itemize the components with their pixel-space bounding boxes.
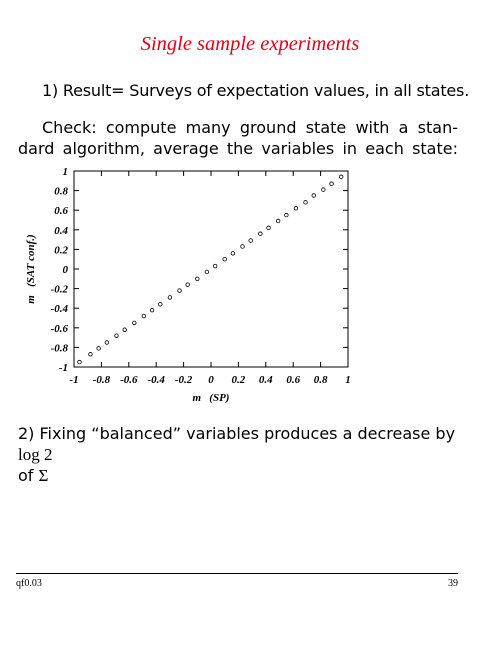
x-tick-label: -0.6	[120, 374, 138, 386]
y-tick-label: -0.6	[50, 322, 68, 335]
data-point	[241, 245, 245, 249]
x-tick-label: -0.8	[92, 374, 111, 386]
ticks-group	[51, 166, 351, 386]
y-axis-label: m (SAT conf.)	[25, 234, 37, 304]
data-point	[186, 283, 190, 287]
point-2-paragraph	[18, 423, 473, 486]
scatter-chart	[22, 163, 362, 413]
point-2-math-log2: log 2	[18, 445, 53, 464]
data-point	[223, 257, 227, 261]
slide-title: Single sample experiments	[140, 33, 360, 55]
footer-rule	[16, 573, 458, 574]
y-tick-label: 0.2	[54, 244, 68, 257]
data-point	[231, 252, 235, 256]
data-point	[285, 213, 289, 217]
data-point	[123, 328, 127, 332]
y-tick-label: 0.4	[54, 224, 68, 237]
data-point	[168, 296, 172, 300]
data-point	[339, 175, 343, 179]
y-tick-label: 1	[62, 166, 68, 178]
data-point	[142, 314, 146, 318]
data-point	[213, 264, 217, 268]
data-point	[105, 341, 109, 345]
data-point	[267, 226, 271, 230]
x-tick-label: 0.2	[231, 374, 246, 386]
data-point	[312, 194, 316, 198]
data-point	[294, 206, 298, 210]
x-tick-label: 0.8	[313, 374, 328, 386]
sigma-symbol: Σ	[38, 466, 49, 485]
data-point	[330, 182, 334, 186]
page-number: 39	[448, 578, 458, 589]
point-2-text: 2) Fixing “balanced” variables produces a decrease by	[18, 424, 456, 443]
data-point	[276, 219, 280, 223]
chart-svg	[22, 163, 362, 413]
x-tick-label: 0.4	[258, 374, 273, 386]
y-tick-label: 0.8	[54, 185, 68, 198]
data-point	[159, 302, 163, 306]
check-line-2: dard algorithm, average the variables in each state:	[18, 139, 458, 158]
y-tick-label: -0.2	[50, 283, 68, 296]
data-point	[196, 277, 200, 281]
x-tick-label: -1	[69, 374, 79, 386]
footer-left-label: qf0.03	[16, 578, 42, 589]
data-point	[249, 239, 253, 243]
data-point	[150, 308, 154, 312]
y-tick-label: 0	[62, 264, 68, 276]
data-point	[89, 352, 93, 356]
y-tick-label: -0.8	[50, 342, 68, 355]
x-tick-label: 1	[345, 374, 351, 386]
data-point	[322, 188, 326, 192]
point-2-of: of	[18, 466, 39, 485]
x-tick-label: 0	[208, 374, 214, 386]
data-point	[178, 289, 182, 293]
data-point	[304, 201, 308, 205]
check-line-1: Check: compute many ground state with a stan-	[42, 118, 458, 137]
y-tick-label: -0.4	[50, 303, 68, 316]
x-axis-label: m (SP)	[192, 392, 230, 404]
data-point	[205, 270, 209, 274]
plot-frame	[74, 171, 348, 367]
x-tick-label: -0.2	[174, 374, 193, 386]
x-tick-label: 0.6	[286, 374, 301, 386]
y-tick-label: -1	[58, 362, 68, 374]
data-point	[115, 334, 119, 338]
data-point	[259, 232, 263, 236]
data-point	[132, 321, 136, 325]
data-point	[97, 347, 101, 351]
y-tick-label: 0.6	[54, 205, 68, 218]
point-1-text: 1) Result= Surveys of expectation values, in all states.	[42, 81, 470, 100]
data-point	[78, 360, 82, 364]
check-paragraph	[18, 117, 458, 159]
points-group	[78, 175, 343, 364]
x-tick-label: -0.4	[147, 374, 165, 386]
